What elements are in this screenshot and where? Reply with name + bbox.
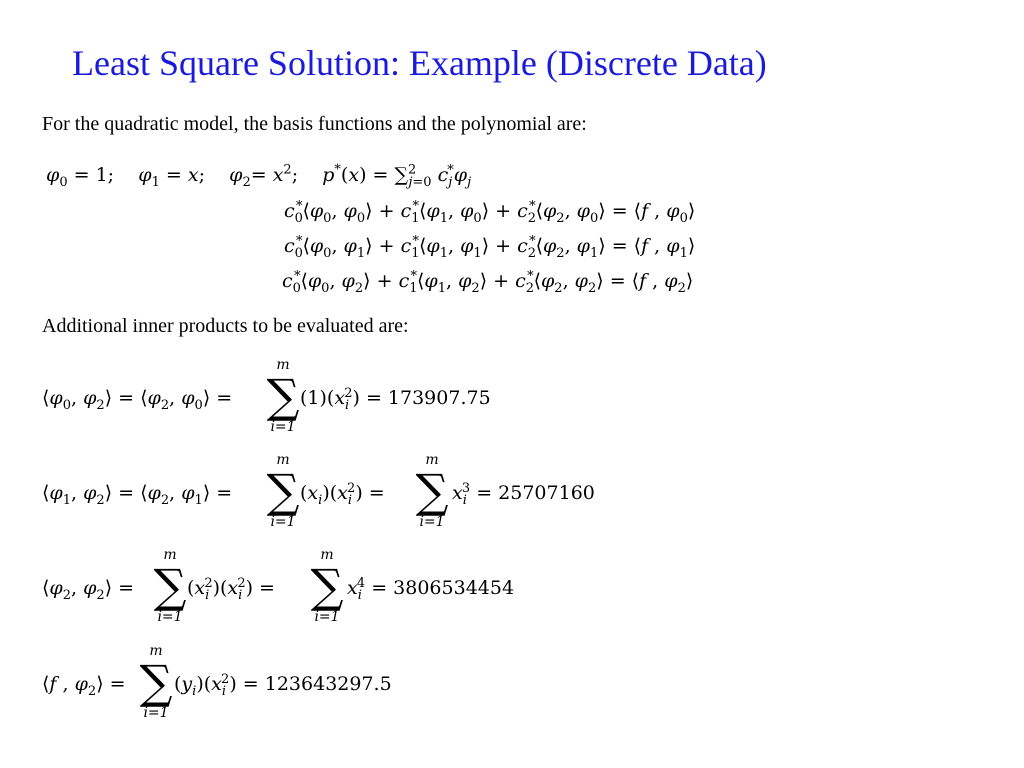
normal-equation-2: $c_0^*⟨\varphi_0$, $\varphi_1⟩$ + $c_1^*⟨\varphi_1$, $\varphi_1⟩$ + $c_2^*⟨\varphi_2$, $\varphi_1⟩$ = ⟨f , $\varphi_1⟩$: [284, 233, 696, 261]
basis-functions-line: $\varphi_0 = 1$; $\varphi_1 = x$; $\varphi_2= x^2$; p*(x) = ∑$^2_{j=0}$ $c_j^*\varphi_j$: [46, 162, 472, 190]
inner-product-f-phi2-rhs: $(y_i)(x_i^2) = 123643297.5$: [174, 671, 392, 699]
summation-symbol: m ∑ i=1: [139, 643, 173, 721]
intro-text: For the quadratic model, the basis functions and the polynomial are:: [42, 113, 587, 135]
inner-product-phi0-phi2-rhs: $(1)(x_i^2) = 173907.75$: [300, 385, 491, 413]
summation-symbol: m ∑ i=1: [310, 547, 344, 625]
inner-product-phi0-phi2-lhs: $⟨\varphi_0$, $\varphi_2⟩$ = $⟨\varphi_2$, $\varphi_0⟩$ =: [42, 387, 233, 413]
inner-product-phi0-phi2-value: 173907.75: [387, 387, 491, 409]
inner-product-phi1-phi2-rhs: $x_i^3 = 25707160$: [452, 480, 595, 508]
normal-equation-1: $c_0^*⟨\varphi_0$, $\varphi_0⟩$ + $c_1^*⟨\varphi_1$, $\varphi_0⟩$ + $c_2^*⟨\varphi_2$, $\varphi_0⟩$ = ⟨f , $\varphi_0⟩$: [284, 198, 696, 226]
inner-product-phi2-phi2-lhs: $⟨\varphi_2$, $\varphi_2⟩$ =: [42, 577, 135, 603]
summation-symbol: m ∑ i=1: [415, 452, 449, 530]
inner-product-phi1-phi2-lhs: $⟨\varphi_1$, $\varphi_2⟩$ = $⟨\varphi_2$, $\varphi_1⟩$ =: [42, 482, 233, 508]
inner-product-f-phi2-value: 123643297.5: [264, 673, 392, 695]
summation-symbol: m ∑ i=1: [266, 452, 300, 530]
inner-product-phi2-phi2-rhs: $x_i^4 = 3806534454$: [347, 575, 515, 603]
inner-product-phi2-phi2-mid: $(x_i^2)(x_i^2)$ =: [187, 575, 275, 603]
inner-product-phi1-phi2-value: 25707160: [498, 482, 595, 504]
summation-symbol: m ∑ i=1: [153, 547, 187, 625]
inner-product-phi2-phi2-value: 3806534454: [393, 577, 515, 599]
additional-text: Additional inner products to be evaluated are:: [42, 315, 409, 337]
inner-product-phi1-phi2-mid: $(x_i)(x_i^2)$ =: [300, 480, 385, 508]
normal-equation-3: $c_0^*⟨\varphi_0$, $\varphi_2⟩$ + $c_1^*⟨\varphi_1$, $\varphi_2⟩$ + $c_2^*⟨\varphi_2$, $\varphi_2⟩$ = ⟨f , $\varphi_2⟩$: [282, 268, 694, 296]
inner-product-f-phi2-lhs: ⟨f , $\varphi_2⟩$ =: [42, 673, 126, 699]
summation-symbol: m ∑ i=1: [266, 357, 300, 435]
slide-title: Least Square Solution: Example (Discrete Data): [72, 43, 767, 83]
